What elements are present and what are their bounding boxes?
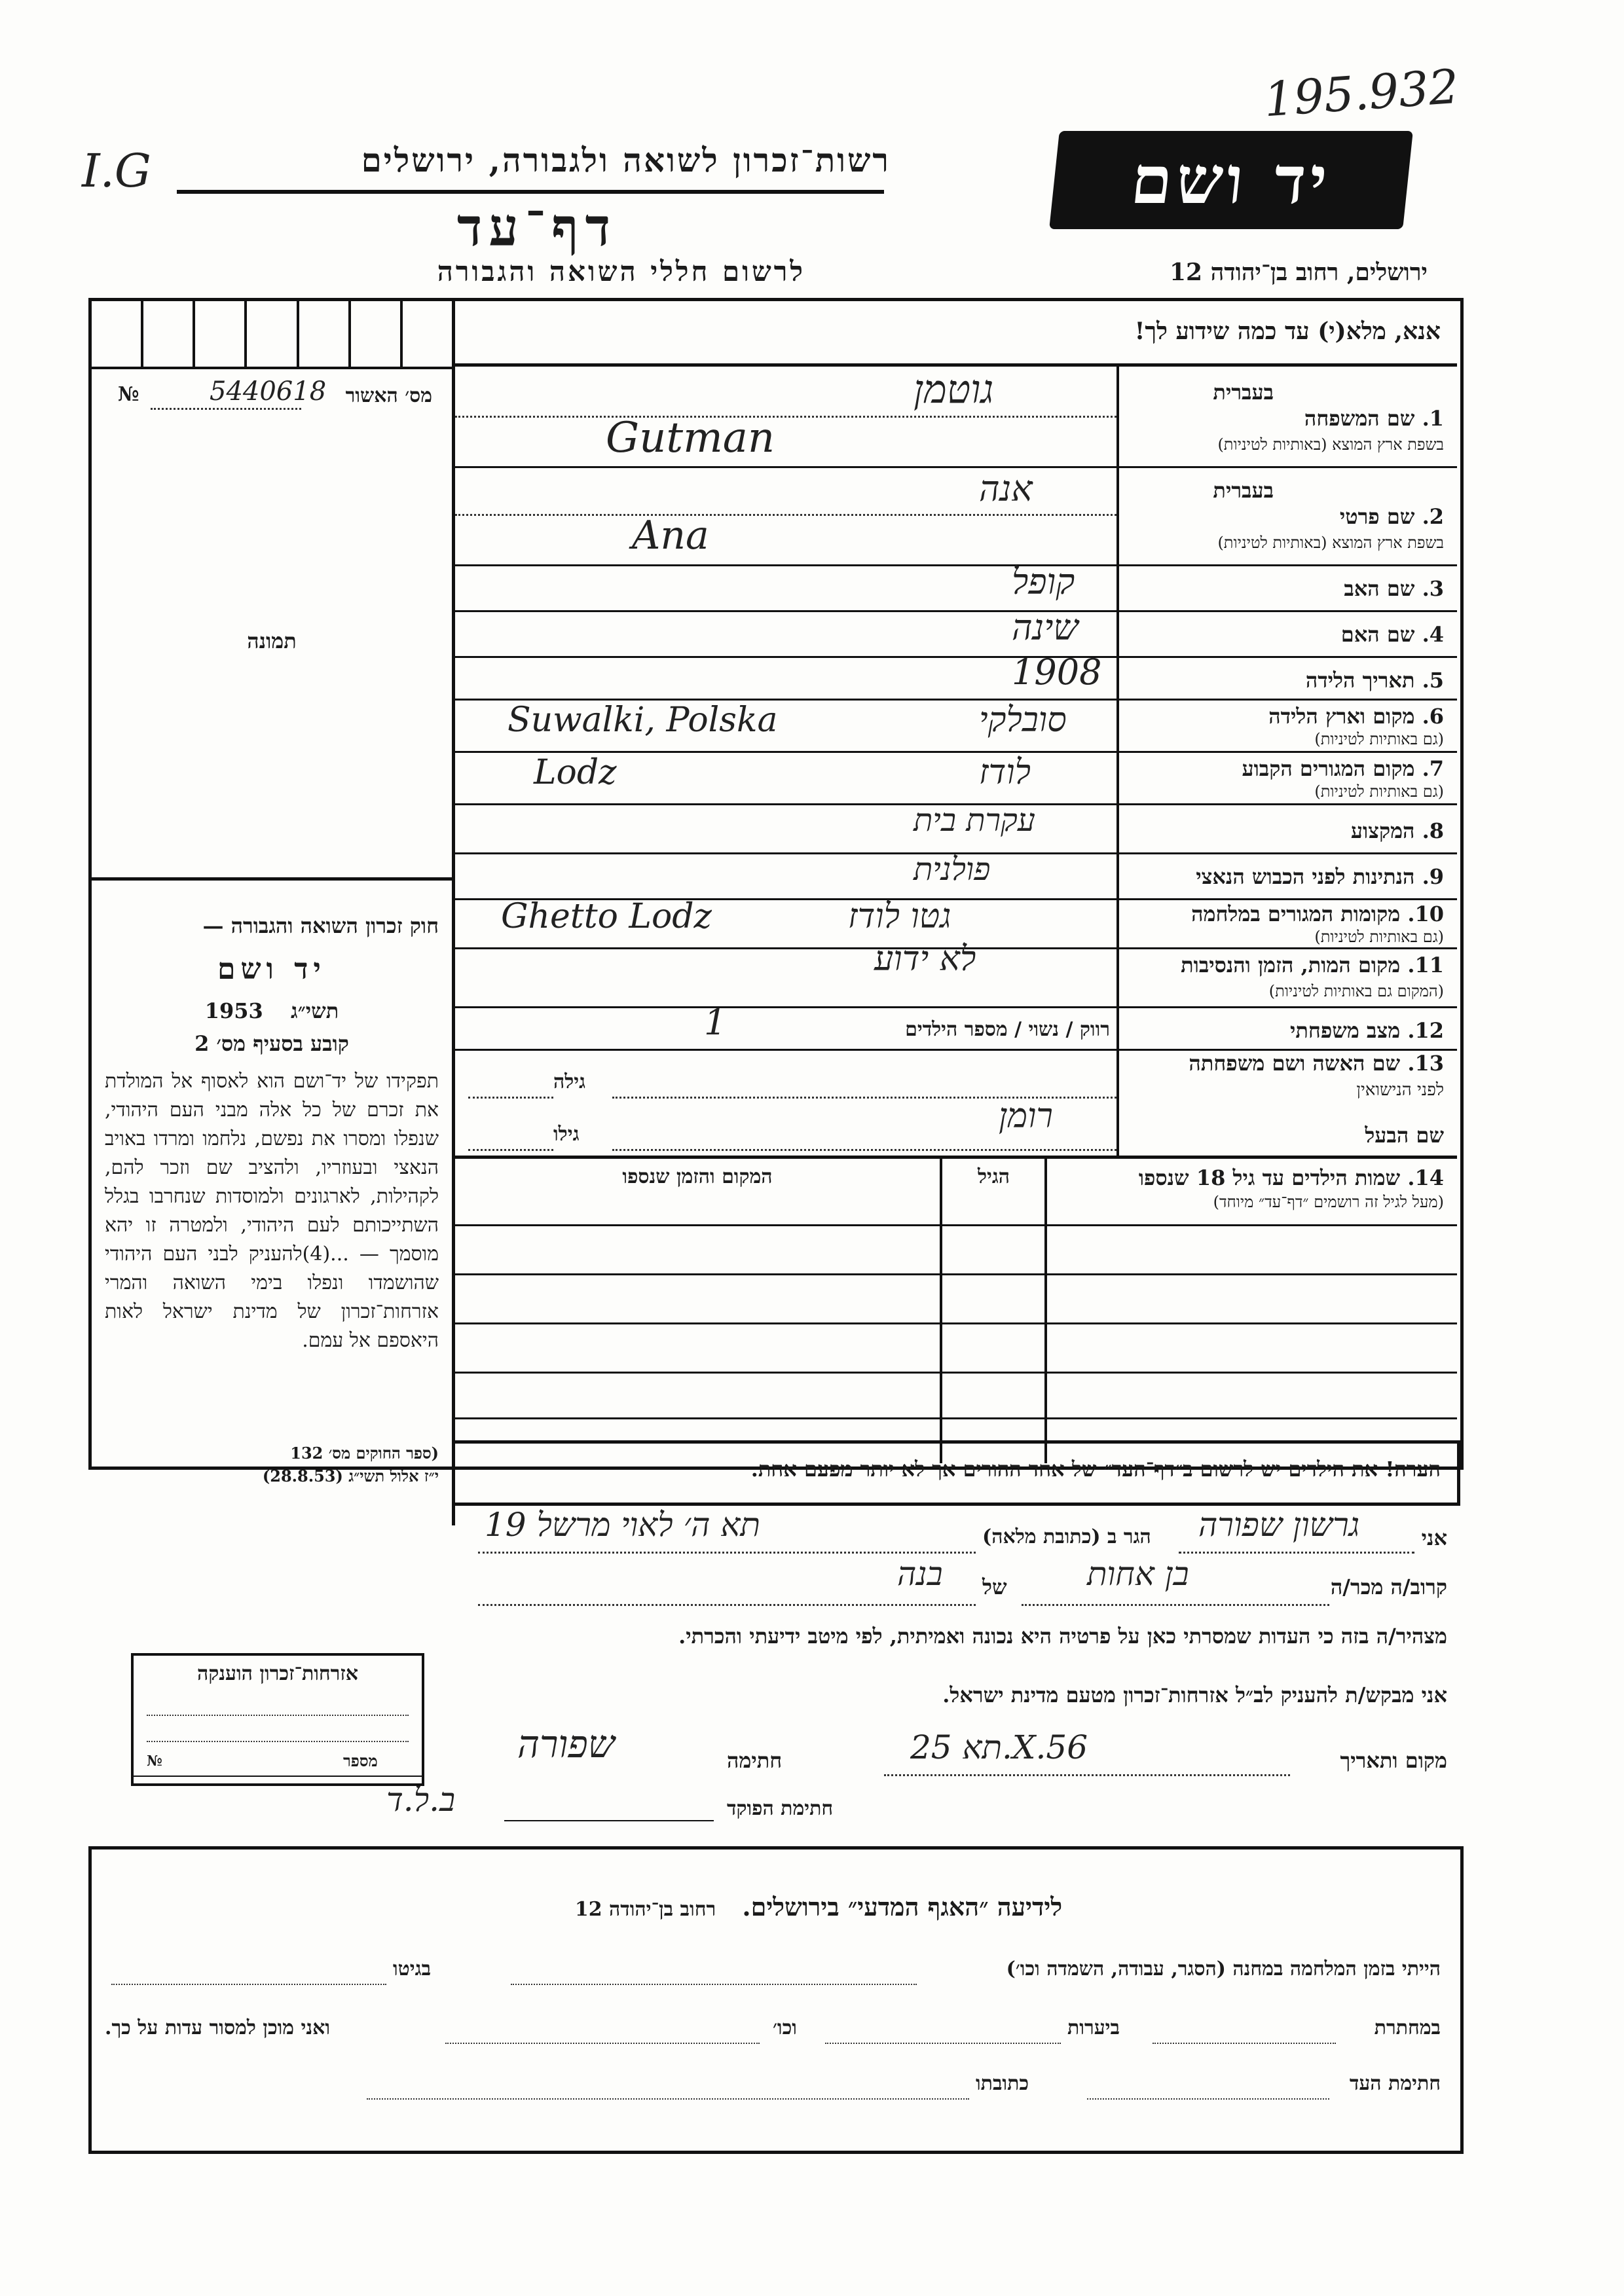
logo-text: יד ושם xyxy=(1127,141,1335,219)
instruction: אנא, מלא(י) עד כמה שידוע לך! xyxy=(1134,318,1441,345)
place-date-value: תא 25.X.56 xyxy=(910,1728,1088,1766)
field-2-sub: בשפת ארץ המוצא (באותיות לטיניות) xyxy=(1217,534,1444,552)
request-text: אני מבקש/ת להעניק לב״ל אזרחות־זכרון מטעם מדינת ישראל. xyxy=(942,1683,1447,1707)
law-source: (ספר החוקים מס׳ 132 xyxy=(290,1444,439,1463)
field-row-12: 12. מצב משפחתי רווק / נשוי / מספר הילדים 1 xyxy=(455,1008,1457,1051)
certificate-title: אזרחות־זכרון הוענקה xyxy=(196,1662,359,1685)
husband-age-label: גילו xyxy=(553,1123,580,1146)
field-1-sub: בשפת ארץ המוצא (באותיות לטיניות) xyxy=(1217,435,1444,454)
law-clause: קובע בסעיף מס׳ 2 xyxy=(194,1031,349,1056)
handwritten-reference-number: 195.932 xyxy=(1262,58,1461,128)
approval-number: 5440618 xyxy=(210,376,327,407)
law-year-heb: תשי״ג xyxy=(291,998,339,1023)
field-1-lang: בעברית xyxy=(1213,380,1274,405)
field-2-value-latin: Ana xyxy=(632,513,709,558)
field-row-husband: שם הבעל גילו רומן xyxy=(455,1110,1457,1159)
declarant-address: תא ה׳ לאוי מרשל 19 xyxy=(485,1506,760,1544)
field-row-4: 4. שם האם שינה xyxy=(455,612,1457,658)
field-row-3: 3. שם האב קופל xyxy=(455,566,1457,612)
field-1-value-latin: Gutman xyxy=(606,414,775,462)
field-2-value-he: אנה xyxy=(979,468,1033,509)
handwritten-initials: I.G xyxy=(82,144,151,198)
org-name: רשות־זכרון לשואה ולגבורה, ירושלים xyxy=(361,141,891,179)
field-6-value-latin: Suwalki, Polska xyxy=(507,701,778,740)
law-text: תפקידו של יד־ושם הוא לאסוף אל המולדת את זכרם של כל אלה מבני העם היהודי, שנפלו ומסרו את נפשם, נלחמו ומרדו באויב הנאצי ובעוזריו, ולהציב שם וזכר להם, לקהילות, לארגונים ולמוסדות שנחרבו בגלל השתייכותם לעם היהודי, ולמטרה זו יהא מוסמך — ...(4)להעניק לבני העם היהודי שהושמדו ונפלו בימי השואה והמרי אזרחות־זכרון של מדינת ישראל לאות היאספם אל עמם. xyxy=(105,1070,439,1352)
husband-value: רומן xyxy=(999,1097,1053,1136)
children-sub: (מעל לגיל זה רושמים ״דף־עד״ מיוחד) xyxy=(1213,1193,1444,1211)
declarant-row-1: אני גרשון שפורה הגר ב (כתובת מלאה) תא ה׳ לאוי מרשל 19 xyxy=(478,1506,1447,1558)
declarant-row-2: קרוב/ה מכר/ה בן אחות של בנה xyxy=(478,1558,1447,1611)
law-title: חוק זכרון השואה והגבורה — xyxy=(202,913,439,938)
approval-prefix: № xyxy=(118,383,139,406)
address: ירושלים, רחוב בן־יהודה 12 xyxy=(1169,259,1428,286)
certificate-box: אזרחות־זכרון הוענקה № מספר xyxy=(131,1653,424,1786)
field-6-value-he: סובלקי xyxy=(979,701,1067,740)
law-name: יד ושם xyxy=(217,953,326,986)
field-row-8: 8. המקצוע עקרת בית xyxy=(455,805,1457,854)
declaration-text: מצהיר/ה בזה כי העדות שמסרתי כאן על פרטיה היא נכונה ואמיתית, לפי מיטב ידיעתי והכרתי. xyxy=(678,1624,1447,1649)
field-7-value-latin: Lodz xyxy=(534,753,617,792)
org-name-underline xyxy=(177,190,884,194)
field-12-value: 1 xyxy=(704,1002,727,1043)
field-row-10: 10. מקומות המגורים במלחמה (גם באותיות לטיניות) Ghetto Lodz גטו לודז xyxy=(455,900,1457,949)
declarant-of-value: בנה xyxy=(897,1555,943,1593)
field-7-value-he: לודז xyxy=(979,753,1031,792)
yad-vashem-logo xyxy=(1049,131,1413,229)
form-title: דף־עד xyxy=(456,196,618,258)
footer-title-row xyxy=(458,1892,1179,1931)
approval-number-row xyxy=(111,376,439,416)
field-13-age-label: גילה xyxy=(553,1070,586,1093)
field-5-value: 1908 xyxy=(1012,651,1102,693)
field-10-value-latin: Ghetto Lodz xyxy=(501,897,712,936)
field-11-value: לא ידוע xyxy=(874,939,976,979)
field-row-1 xyxy=(455,367,1457,468)
field-1-value-he: גוטמן xyxy=(913,367,994,412)
footer-line-1: הייתי בזמן המלחמה במחנה (הסגר, עבודה, השמדה וכו׳) בגיטו xyxy=(105,1958,1441,1997)
law-year: 1953 xyxy=(204,998,263,1023)
field-10-value-he: גטו לודז xyxy=(848,897,951,936)
law-source-date: י״ז אלול תשי״ג (28.8.53) xyxy=(262,1467,439,1485)
photo-label: תמונה xyxy=(247,629,297,653)
signature-row: מקום ותאריך תא 25.X.56 חתימה שפורה xyxy=(478,1728,1447,1781)
declarant-name: גרשון שפורה xyxy=(1198,1506,1360,1544)
field-4-value: שינה xyxy=(1012,607,1079,648)
approval-label: מס׳ האשור xyxy=(345,384,432,407)
field-row-6: 6. מקום וארץ הלידה (גם באותיות לטיניות) Suwalki, Polska סובלקי xyxy=(455,701,1457,753)
children-label: 14. שמות הילדים עד גיל 18 שנספו xyxy=(1138,1165,1444,1190)
field-row-13: 13. שם האשה ושם משפחתה לפני הנישואין גילה xyxy=(455,1051,1457,1110)
code-boxes xyxy=(92,301,452,369)
field-2-lang: בעברית xyxy=(1213,478,1274,503)
officer-row: חתימת הפוקד ב.ל.ד xyxy=(386,1781,834,1820)
field-row-2 xyxy=(455,468,1457,566)
field-3-value: קופל xyxy=(1012,561,1075,602)
field-row-9: 9. הנתינות לפני הכבוש הנאצי פולנית xyxy=(455,854,1457,900)
field-8-value: עקרת בית xyxy=(913,802,1035,839)
law-block xyxy=(92,877,452,1516)
children-col-age: הגיל xyxy=(977,1165,1010,1188)
footer-line-3: חתימת העד כתובתו xyxy=(105,2072,1441,2111)
field-row-5: 5. תאריך הלידה 1908 xyxy=(455,658,1457,701)
field-row-11: 11. מקום המות, הזמן והנסיבות (המקום גם באותיות לטיניות) לא ידוע xyxy=(455,949,1457,1008)
law-year-row xyxy=(92,998,452,1023)
field-2-label: 2. שם פרטי xyxy=(1339,504,1444,529)
children-table xyxy=(455,1159,1457,1463)
field-12-options: רווק / נשוי / מספר הילדים xyxy=(905,1018,1110,1041)
note-text: הערה! את הילדים יש לרשום ב״דף־העד״ של אחד ההורים אך לא יותר מפעם אחת. xyxy=(750,1457,1441,1482)
form-subtitle: לרשום חללי השואה והגבורה xyxy=(437,255,805,287)
field-1-label: 1. שם המשפחה xyxy=(1304,406,1444,431)
field-row-7: 7. מקום המגורים הקבוע (גם באותיות לטיניות) Lodz לודז xyxy=(455,753,1457,805)
signature-value: שפורה xyxy=(517,1722,615,1766)
footer-title: לידיעה ״האגף המדעי״ בירושלים. xyxy=(742,1892,1063,1922)
declarant-relation: בן אחות xyxy=(1087,1555,1189,1593)
footer-address: רחוב בן־יהודה 12 xyxy=(574,1898,716,1921)
children-col-place: המקום והזמן שנספו xyxy=(622,1165,773,1188)
field-9-value: פולנית xyxy=(913,851,991,888)
officer-signature: ב.ל.ד xyxy=(386,1781,456,1819)
footer-line-2: במחתרת ביערות וכו׳ ואני מוכן למסור עדות על כך. xyxy=(105,2016,1441,2056)
